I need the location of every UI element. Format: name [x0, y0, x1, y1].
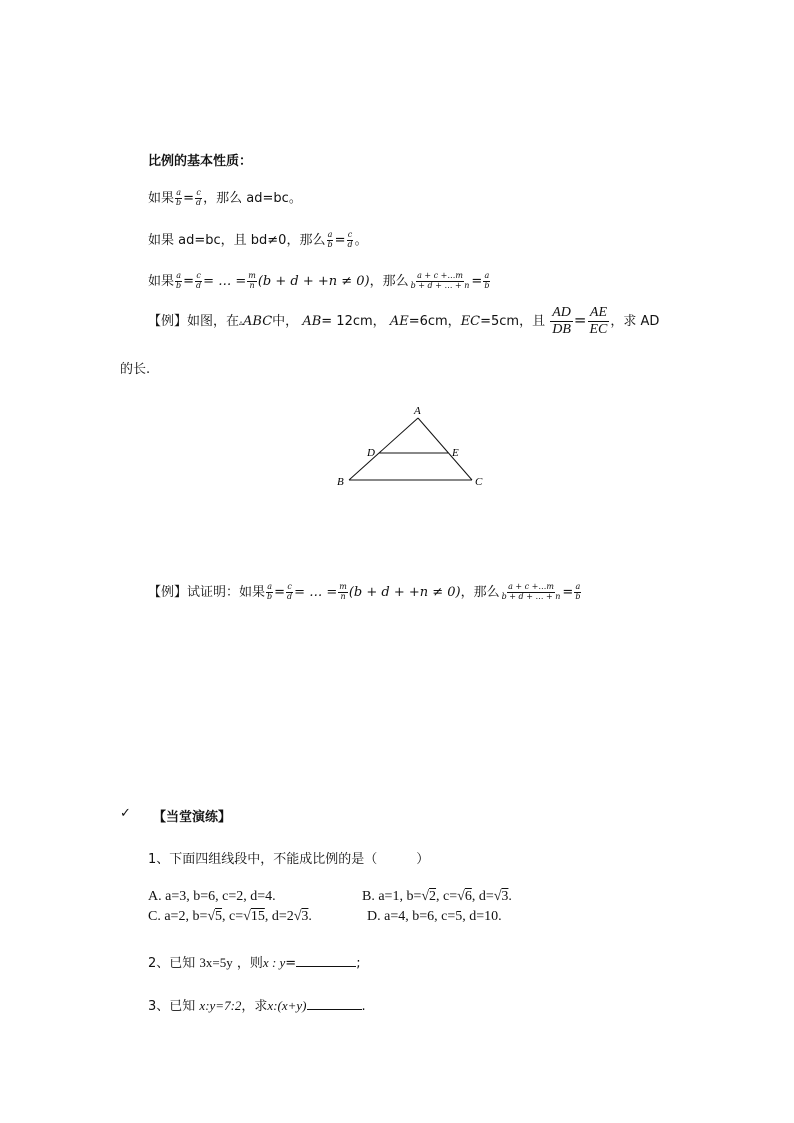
check-icon: ✓	[120, 806, 131, 821]
fraction: $\frac{m}{n}$	[339, 582, 347, 601]
fraction: $\frac{c}{d}$	[347, 230, 353, 249]
fraction: $\frac{a + c +\dots m}{b + d + \dots + n}$	[410, 271, 470, 290]
option-d: D. a=4, b=6, c=5, d=10.	[367, 909, 502, 924]
option-c: C. a=2, b=√5, c=√15, d=2√3.	[148, 909, 312, 924]
fraction: $\frac{m}{n}$	[248, 271, 256, 290]
side-ab	[349, 418, 418, 480]
property-1: 如果 $\frac{a}{b}$ = $\frac{c}{d}$ ，那么 ad=bc。	[148, 188, 302, 207]
fraction-ad-db: $\frac{AD}{DB}$	[552, 305, 571, 337]
side-ac	[418, 418, 472, 480]
condition: (b + d + +n ≠ 0)	[348, 585, 461, 600]
option-a: A. a=3, b=6, c=2, d=4.	[148, 889, 276, 904]
fraction: $\frac{a}{b}$	[176, 188, 182, 207]
question-2: 2、已知 3x=5y ，则x : y= ;	[148, 955, 361, 971]
prop1-prefix: 如果	[148, 191, 175, 206]
condition: (b + d + +n ≠ 0)	[257, 274, 370, 289]
question-1: 1、下面四组线段中，不能成比例的是（ ）	[148, 852, 430, 867]
answer-blank[interactable]	[296, 954, 356, 967]
prop2-prefix: 如果 ad=bc，且 bd≠0，那么	[148, 233, 326, 248]
example-2: 【例】试证明：如果 $\frac{a}{b}$ = $\frac{c}{d}$ = … = $\frac{m}{n}$ (b + d + +n ≠ 0)，那么 $\frac{a + c +\dots m}{b + d + \dots + n}$ = $\frac{a}{b}$	[148, 582, 581, 601]
option-b: B. a=1, b=√2, c=√6, d=√3.	[362, 889, 512, 904]
example-1: 【例】如图，在▵ABC中， AB= 12cm， AE=6cm，EC=5cm，且 $\frac{AD}{DB}$ = $\frac{AE}{EC}$ ，求 AD	[148, 305, 660, 337]
fraction: $\frac{c}{d}$	[287, 582, 293, 601]
label-c: C	[475, 476, 483, 488]
practice-title: 【当堂演练】	[153, 810, 232, 825]
label-d: D	[367, 447, 375, 459]
fraction: $\frac{a}{b}$	[327, 230, 333, 249]
label-e: E	[452, 447, 459, 459]
fraction: $\frac{a}{b}$	[575, 582, 581, 601]
label-b: B	[337, 476, 344, 488]
property-2: 如果 ad=bc，且 bd≠0，那么 $\frac{a}{b}$ = $\frac{c}{d}$ 。	[148, 230, 368, 249]
fraction: $\frac{a}{b}$	[484, 271, 490, 290]
triangle-symbol: ▵	[239, 318, 244, 327]
fraction: $\frac{c}{d}$	[196, 271, 202, 290]
example-1-line2: 的长.	[120, 362, 151, 377]
answer-blank[interactable]	[307, 997, 362, 1010]
prop1-suffix: ，那么 ad=bc。	[203, 191, 302, 206]
prop2-suffix: 。	[354, 233, 368, 248]
triangle-figure	[330, 400, 490, 495]
fraction: $\frac{a}{b}$	[267, 582, 273, 601]
question-3: 3、已知 x:y=7:2，求x:(x+y) .	[148, 998, 366, 1014]
label-a: A	[414, 405, 421, 417]
section-title: 比例的基本性质：	[148, 154, 253, 169]
fraction: $\frac{a + c +\dots m}{b + d + \dots + n}$	[501, 582, 561, 601]
fraction: $\frac{c}{d}$	[196, 188, 202, 207]
fraction: $\frac{a}{b}$	[176, 271, 182, 290]
fraction-ae-ec: $\frac{AE}{EC}$	[589, 305, 608, 337]
property-3: 如果 $\frac{a}{b}$ = $\frac{c}{d}$ = … = $\frac{m}{n}$ (b + d + +n ≠ 0)，那么 $\frac{a + c +\dots m}{b + d + \dots + n}$ = $\frac{a}{b}$	[148, 271, 490, 290]
